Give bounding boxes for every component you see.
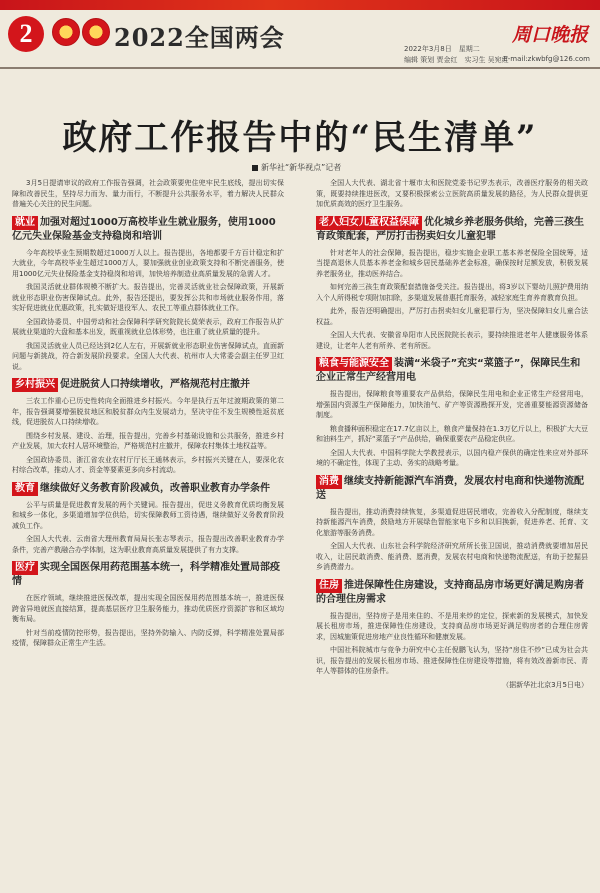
article-paragraph: 在医疗领域，继续推进医保改革，提出实现全国医保用药范围基本统一，推进医保跨省异地就医直接结算，提高基层医疗卫生服务能力，推动优质医疗资源扩容和区域均衡布局。: [12, 594, 284, 623]
article-paragraph: 全国政协委员、浙江省农业农村厅厅长王通林表示，乡村振兴关键在人，要深化农村综合改革，推动人才、资金等要素更多向乡村流动。: [12, 455, 284, 474]
article-paragraph: 报告提出，推动消费持续恢复，多渠道促进居民增收，完善收入分配制度，继续支持新能源汽车消费，鼓励地方开展绿色智能家电下乡和以旧换新，促进养老、托育、文化旅游等服务消费。: [316, 507, 588, 537]
section-heading-text: 装满“米袋子”充实“菜篮子”，保障民生和企业正常生产经营用电: [316, 358, 581, 383]
section-subheading: [316, 475, 588, 503]
section-tag: 消费: [316, 475, 342, 489]
page-header: [0, 0, 600, 62]
article-paragraph: 围绕乡村发展、建设、治理，报告提出，完善乡村基础设施和公共服务，推进乡村产业发展，加大农村人居环境整治，严格规范村庄撤并，保障农村集体土地权益等。: [12, 431, 284, 450]
section-subheading: [12, 378, 284, 392]
article-paragraph: 此外，报告还明确提出，严厉打击拐卖妇女儿童犯罪行为，坚决保障妇女儿童合法权益。: [316, 307, 588, 326]
article-paragraph: 全国人大代表、山东社会科学院经济研究所所长张卫国说，推动消费就要增加居民收入，让居民敢消费、能消费、愿消费，发展农村电商和快递物流配送，有助于挖掘县乡消费潜力。: [316, 542, 588, 571]
editor-line: 编辑 策划 贾金红 实习生 吴宛红: [404, 56, 509, 64]
article-signoff: （据新华社北京3月5日电）: [502, 680, 588, 689]
article-byline: [252, 162, 341, 173]
section-heading-text: 优化城乡养老服务供给，完善三孩生育政策配套，严厉打击拐卖妇女儿童犯罪: [316, 216, 584, 242]
editor-email: E-mail:zkwbfg@126.com: [503, 55, 590, 63]
national-emblem-icon: [52, 18, 80, 46]
date-line: 2022年3月8日 星期二: [404, 45, 480, 53]
article-paragraph: 公平与质量是促进教育发展的两个关键词。报告提出，促进义务教育优质均衡发展和城乡一体化，多渠道增加学位供给，切实保障教师工资待遇，继续做好义务教育阶段减负工作。: [12, 500, 284, 530]
section-tag: 住房: [316, 579, 342, 593]
header-divider: [0, 67, 600, 69]
byline-text: 新华社“新华视点”记者: [261, 163, 342, 172]
section-tag: 医疗: [12, 561, 38, 575]
cppcc-emblem-icon: [82, 18, 110, 46]
article-paragraph: 粮食播种面积稳定在17.7亿亩以上，粮食产量保持在1.3万亿斤以上，积极扩大大豆和油料生产，抓好“菜篮子”产品供给，确保重要农产品稳定供应。: [316, 424, 588, 443]
section-heading-text: 实现全国医保用药范围基本统一，科学精准处置局部疫情: [12, 562, 280, 587]
section-subheading: [316, 579, 588, 607]
right-column: [316, 178, 588, 690]
article-paragraph: 3月5日提请审议的政府工作报告强调，社会政策要兜住兜牢民生底线，提出切实保障和改善民生，坚持尽力而为、量力而行，不断提升公共服务水平，着力解决人民群众普遍关心关注的民生问题。: [12, 179, 284, 208]
section-subheading: [316, 357, 588, 385]
article-paragraph: 中国社科院城市与竞争力研究中心主任倪鹏飞认为，坚持“房住不炒”已成为社会共识，报告提出的发展长租房市场、推进保障性住房建设等措施，将有效改善新市民、青年人等群体的住房条件。: [316, 646, 588, 675]
section-tag: 教育: [12, 482, 38, 496]
article-paragraph: 全国人大代表、安徽省阜阳市人民医院院长表示，要持续推进老年人健康服务体系建设，让老年人老有所养、老有所医。: [316, 331, 588, 350]
article-paragraph: 报告提出，坚持房子是用来住的、不是用来炒的定位，探索新的发展模式，加快发展长租房市场，推进保障性住房建设，支持商品房市场更好满足购房者的合理住房需求，因城施策促进房地产业良性循环和健康发展。: [316, 611, 588, 641]
article-paragraph: 我国灵活就业群体规模不断扩大。报告提出，完善灵活就业社会保障政策，开展新就业形态职业伤害保障试点。此外，报告还提出，要发挥公共和市场就业服务作用，落实好促进就业优惠政策，扎实做好退役军人、农民工等重点群体就业工作。: [12, 283, 284, 312]
article-paragraph: 全国人大代表、云南省大理州教育局局长张志琴表示，报告提出改善职业教育办学条件，完善产教融合办学体制，这为职业教育高质量发展提供了有力支撑。: [12, 535, 284, 554]
section-subheading: [12, 561, 284, 589]
section-heading-text: 推进保障性住房建设，支持商品房市场更好满足购房者的合理住房需求: [316, 579, 584, 605]
section-heading-text: 继续支持新能源汽车消费，发展农村电商和快递物流配送: [316, 475, 584, 501]
section-heading-text: 促进脱贫人口持续增收，严格规范村庄撤并: [60, 379, 250, 390]
header-red-band: [0, 0, 600, 10]
article-paragraph: 全国人大代表、湖北省十堰市太和医院党委书记罗杰表示，改善医疗服务的相关政策，既要持续推进医改，又要积极探索公立医院高质量发展的路径，为人民群众提供更加优质高效的医疗卫生服务。: [316, 179, 588, 208]
section-heading-text: 加强对超过1000万高校毕业生就业服务，使用1000亿元失业保险基金支持稳岗和培训: [12, 216, 276, 242]
byline-square-icon: [252, 165, 258, 171]
section-heading-text: 继续做好义务教育阶段减负，改善职业教育办学条件: [40, 482, 270, 494]
article-paragraph: 针对当前疫情防控形势，报告提出，坚持外防输入、内防反弹，科学精准处置局部疫情，保障群众正常生产生活。: [12, 628, 284, 647]
section-subheading: [316, 216, 588, 244]
article-headline: 政府工作报告中的“民生清单”: [62, 118, 538, 158]
newspaper-logo: 周口晚报: [511, 24, 588, 46]
article-paragraph: 针对老年人的社会保障，报告提出，稳步实施企业职工基本养老保险全国统筹，适当提高退休人员基本养老金和城乡居民基础养老金标准，确保按时足额发放，积极发展养老服务业，推动医养结合。: [316, 248, 588, 278]
article-paragraph: 全国政协委员、中国劳动和社会保障科学研究院院长莫荣表示，政府工作报告从扩展就业渠道的大盘和基本出发，既重视就业总体形势，也注重了就业质量的提升。: [12, 317, 284, 336]
article-paragraph: 今年高校毕业生预期数超过1000万人以上。报告提出，各地都要千方百计稳定和扩大就业，今年高校毕业生超过1000万人，要加强就业创业政策支持和不断完善服务，使用1000亿元失业保险基金支持稳岗和培训，加快培养制造业高质量发展的急需人才。: [12, 248, 284, 278]
page-number-badge: 2: [8, 16, 44, 52]
section-tag: 就业: [12, 216, 38, 230]
left-column: [12, 178, 284, 652]
section-tag: 老人妇女儿童权益保障: [316, 216, 422, 230]
section-tag: 粮食与能源安全: [316, 357, 392, 371]
section-tag: 乡村振兴: [12, 378, 58, 392]
article-paragraph: 三农工作重心已历史性转向全面推进乡村振兴。今年是执行五年过渡期政策的第二年，报告强调要增强脱贫地区和脱贫群众内生发展动力，坚决守住不发生规模性返贫底线，促进脱贫人口持续增收。: [12, 397, 284, 426]
article-paragraph: 全国人大代表、中国科学院大学教授表示，以国内稳产保供的确定性来应对外部环境的不确定性，体现了主动、务实的战略考量。: [316, 448, 588, 467]
section-subheading: [12, 482, 284, 496]
section-subheading: [12, 216, 284, 244]
article-paragraph: 如何完善三孩生育政策配套措施备受关注。报告提出，将3岁以下婴幼儿照护费用纳入个人所得税专项附加扣除，多渠道发展普惠托育服务，减轻家庭生育养育教育负担。: [316, 283, 588, 302]
article-paragraph: 我国灵活就业人员已经达到2亿人左右，开展新就业形态职业伤害保障试点，直面新问题与新挑战，符合新发展阶段要求。全国人大代表、杭州市人大常委会副主任罗卫红说。: [12, 341, 284, 371]
section-title: 2022全国两会: [114, 23, 285, 52]
article-paragraph: 报告提出，保障粮食等重要农产品供给，保障民生用电和企业正常生产经营用电，增强国内资源生产保障能力，加快油气、矿产等资源勘探开发，完善重要能源资源储备制度。: [316, 390, 588, 419]
